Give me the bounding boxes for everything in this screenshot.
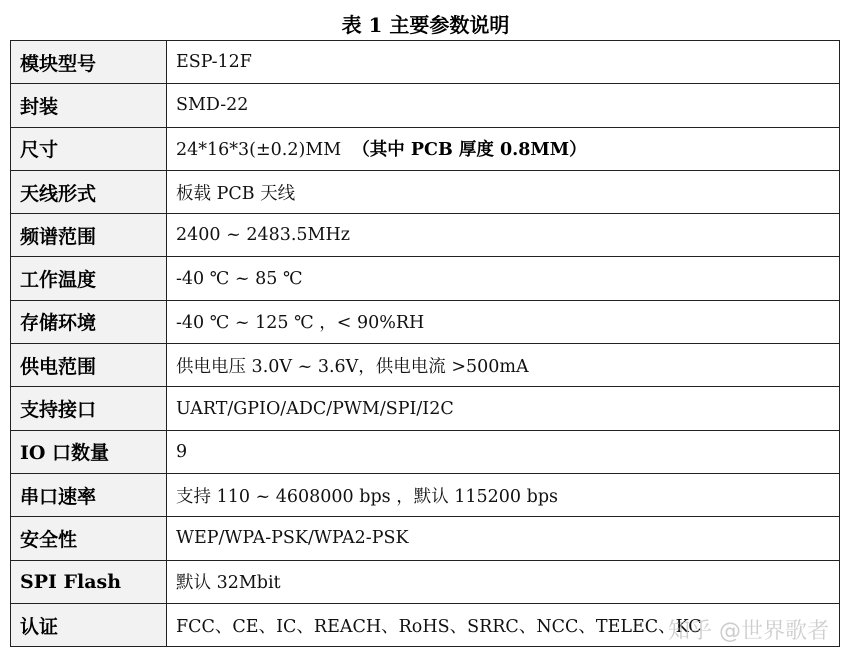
table-row <box>11 84 840 127</box>
table-row <box>11 300 840 343</box>
table-row <box>11 214 840 257</box>
row-value: ESP-12F <box>167 41 840 84</box>
row-value: 供电电压 3.0V ~ 3.6V，供电电流 >500mA <box>167 344 840 387</box>
table-row <box>11 127 840 170</box>
row-label: 存储环境 <box>11 300 167 343</box>
spec-table <box>10 40 840 647</box>
row-label: 频谱范围 <box>11 214 167 257</box>
row-label: IO 口数量 <box>11 430 167 473</box>
row-value: 支持 110 ~ 4608000 bps ，默认 115200 bps <box>167 473 840 516</box>
table-row <box>11 257 840 300</box>
row-label: 模块型号 <box>11 41 167 84</box>
table-row <box>11 387 840 430</box>
table-row <box>11 473 840 516</box>
row-label: 尺寸 <box>11 127 167 170</box>
size-value: 24*16*3(±0.2)MM <box>176 140 342 161</box>
table-row <box>11 344 840 387</box>
row-value: FCC、CE、IC、REACH、RoHS、SRRC、NCC、TELEC、KC <box>167 603 840 646</box>
table-row <box>11 41 840 84</box>
row-value: UART/GPIO/ADC/PWM/SPI/I2C <box>167 387 840 430</box>
row-label: 认证 <box>11 603 167 646</box>
row-value: WEP/WPA-PSK/WPA2-PSK <box>167 517 840 560</box>
table-row <box>11 430 840 473</box>
row-value <box>167 127 840 170</box>
row-label: 串口速率 <box>11 473 167 516</box>
watermark: 知乎 @世界歌者 <box>668 619 829 644</box>
row-label: 封装 <box>11 84 167 127</box>
row-value: -40 ℃ ~ 85 ℃ <box>167 257 840 300</box>
row-label: 天线形式 <box>11 170 167 213</box>
row-value: 2400 ~ 2483.5MHz <box>167 214 840 257</box>
row-label: 安全性 <box>11 517 167 560</box>
row-label: 支持接口 <box>11 387 167 430</box>
row-value: 9 <box>167 430 840 473</box>
table-row <box>11 170 840 213</box>
row-label: 工作温度 <box>11 257 167 300</box>
row-label: 供电范围 <box>11 344 167 387</box>
table-row <box>11 560 840 603</box>
table-row <box>11 517 840 560</box>
size-note: （其中 PCB 厚度 0.8MM） <box>352 140 587 161</box>
row-value: 板载 PCB 天线 <box>167 170 840 213</box>
row-label: SPI Flash <box>11 560 167 603</box>
row-value: -40 ℃ ~ 125 ℃ ，< 90%RH <box>167 300 840 343</box>
row-value: SMD-22 <box>167 84 840 127</box>
row-value: 默认 32Mbit <box>167 560 840 603</box>
table-title: 表 1 主要参数说明 <box>341 13 510 37</box>
